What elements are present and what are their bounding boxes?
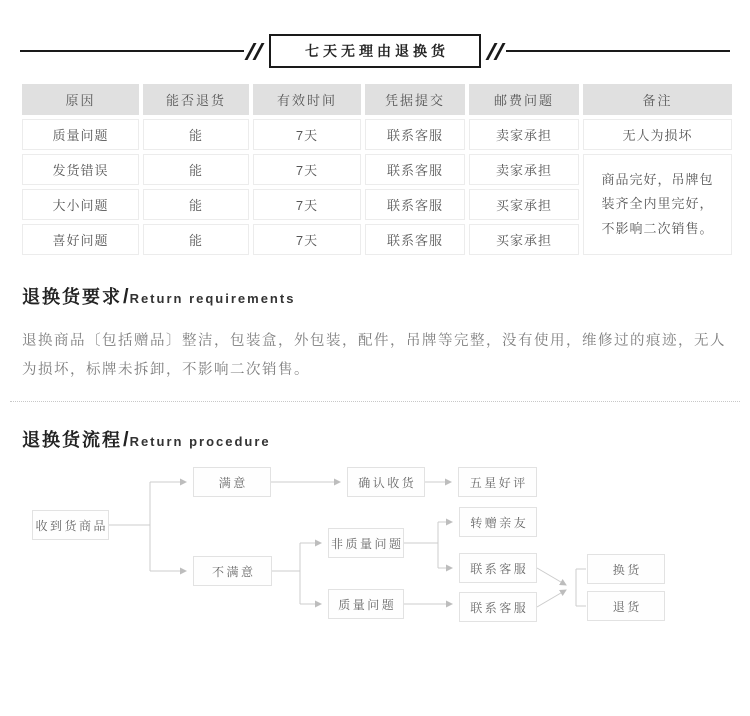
banner (20, 34, 730, 68)
double-slash-icon (244, 43, 264, 60)
requirements-body: 退换商品〔包括赠品〕整洁，包装盒，外包装，配件，吊牌等完整，没有使用，维修过的痕迹，无人为损坏，标牌未拆卸，不影响二次销售。 (22, 333, 726, 378)
cell-valid-time: 7天 (253, 119, 361, 150)
cell-evidence: 联系客服 (365, 119, 465, 150)
column-header-evidence: 凭据提交 (365, 84, 465, 115)
column-header-valid-time: 有效时间 (253, 84, 361, 115)
flow-node-gift-to-friends: 转赠亲友 (459, 507, 537, 537)
table-header-row (22, 84, 732, 115)
cell-remark: 无人为损坏 (583, 119, 732, 150)
heading-slash: / (123, 286, 129, 308)
flow-node-exchange: 换货 (587, 554, 665, 584)
cell-postage: 买家承担 (469, 224, 579, 255)
dotted-divider (10, 401, 740, 402)
requirements-heading (22, 283, 728, 309)
cell-postage: 卖家承担 (469, 119, 579, 150)
banner-title: 七天无理由退换货 (269, 34, 481, 68)
flow-node-contact-service-1: 联系客服 (459, 553, 537, 583)
requirements-heading-zh: 退换货要求 (22, 287, 122, 307)
requirements-heading-en: Return requirements (129, 291, 296, 306)
cell-reason: 质量问题 (22, 119, 139, 150)
cell-reason: 喜好问题 (22, 224, 139, 255)
column-header-postage: 邮费问题 (469, 84, 579, 115)
procedure-heading-en: Return procedure (129, 434, 271, 449)
procedure-heading-zh: 退换货流程 (22, 430, 122, 450)
cell-postage: 卖家承担 (469, 154, 579, 185)
double-slash-icon (485, 43, 505, 60)
cell-reason: 大小问题 (22, 189, 139, 220)
return-procedure-flowchart (0, 458, 750, 643)
procedure-heading (22, 426, 728, 452)
flow-node-refund: 退货 (587, 591, 665, 621)
cell-valid-time: 7天 (253, 224, 361, 255)
banner-right-line (506, 50, 730, 52)
flow-node-non-quality-issue: 非质量问题 (328, 528, 404, 558)
table-row (22, 119, 732, 150)
cell-returnable: 能 (143, 224, 249, 255)
return-policy-table (18, 80, 736, 259)
table-row (22, 154, 732, 185)
column-header-remark: 备注 (583, 84, 732, 115)
flow-node-five-star-review: 五星好评 (458, 467, 537, 497)
cell-evidence: 联系客服 (365, 224, 465, 255)
cell-valid-time: 7天 (253, 189, 361, 220)
cell-evidence: 联系客服 (365, 154, 465, 185)
cell-remark-merged: 商品完好，吊牌包装齐全内里完好，不影响二次销售。 (583, 154, 732, 255)
flow-node-received-goods: 收到货商品 (32, 510, 109, 540)
column-header-reason: 原因 (22, 84, 139, 115)
cell-returnable: 能 (143, 119, 249, 150)
flow-node-quality-issue: 质量问题 (328, 589, 404, 619)
cell-reason: 发货错误 (22, 154, 139, 185)
flow-node-confirm-receipt: 确认收货 (347, 467, 425, 497)
column-header-returnable: 能否退货 (143, 84, 249, 115)
cell-returnable: 能 (143, 189, 249, 220)
cell-returnable: 能 (143, 154, 249, 185)
banner-left-line (20, 50, 244, 52)
flow-node-unsatisfied: 不满意 (193, 556, 272, 586)
cell-evidence: 联系客服 (365, 189, 465, 220)
heading-slash: / (123, 429, 129, 451)
flow-node-contact-service-2: 联系客服 (459, 592, 537, 622)
cell-postage: 买家承担 (469, 189, 579, 220)
cell-valid-time: 7天 (253, 154, 361, 185)
flow-node-satisfied: 满意 (193, 467, 271, 497)
